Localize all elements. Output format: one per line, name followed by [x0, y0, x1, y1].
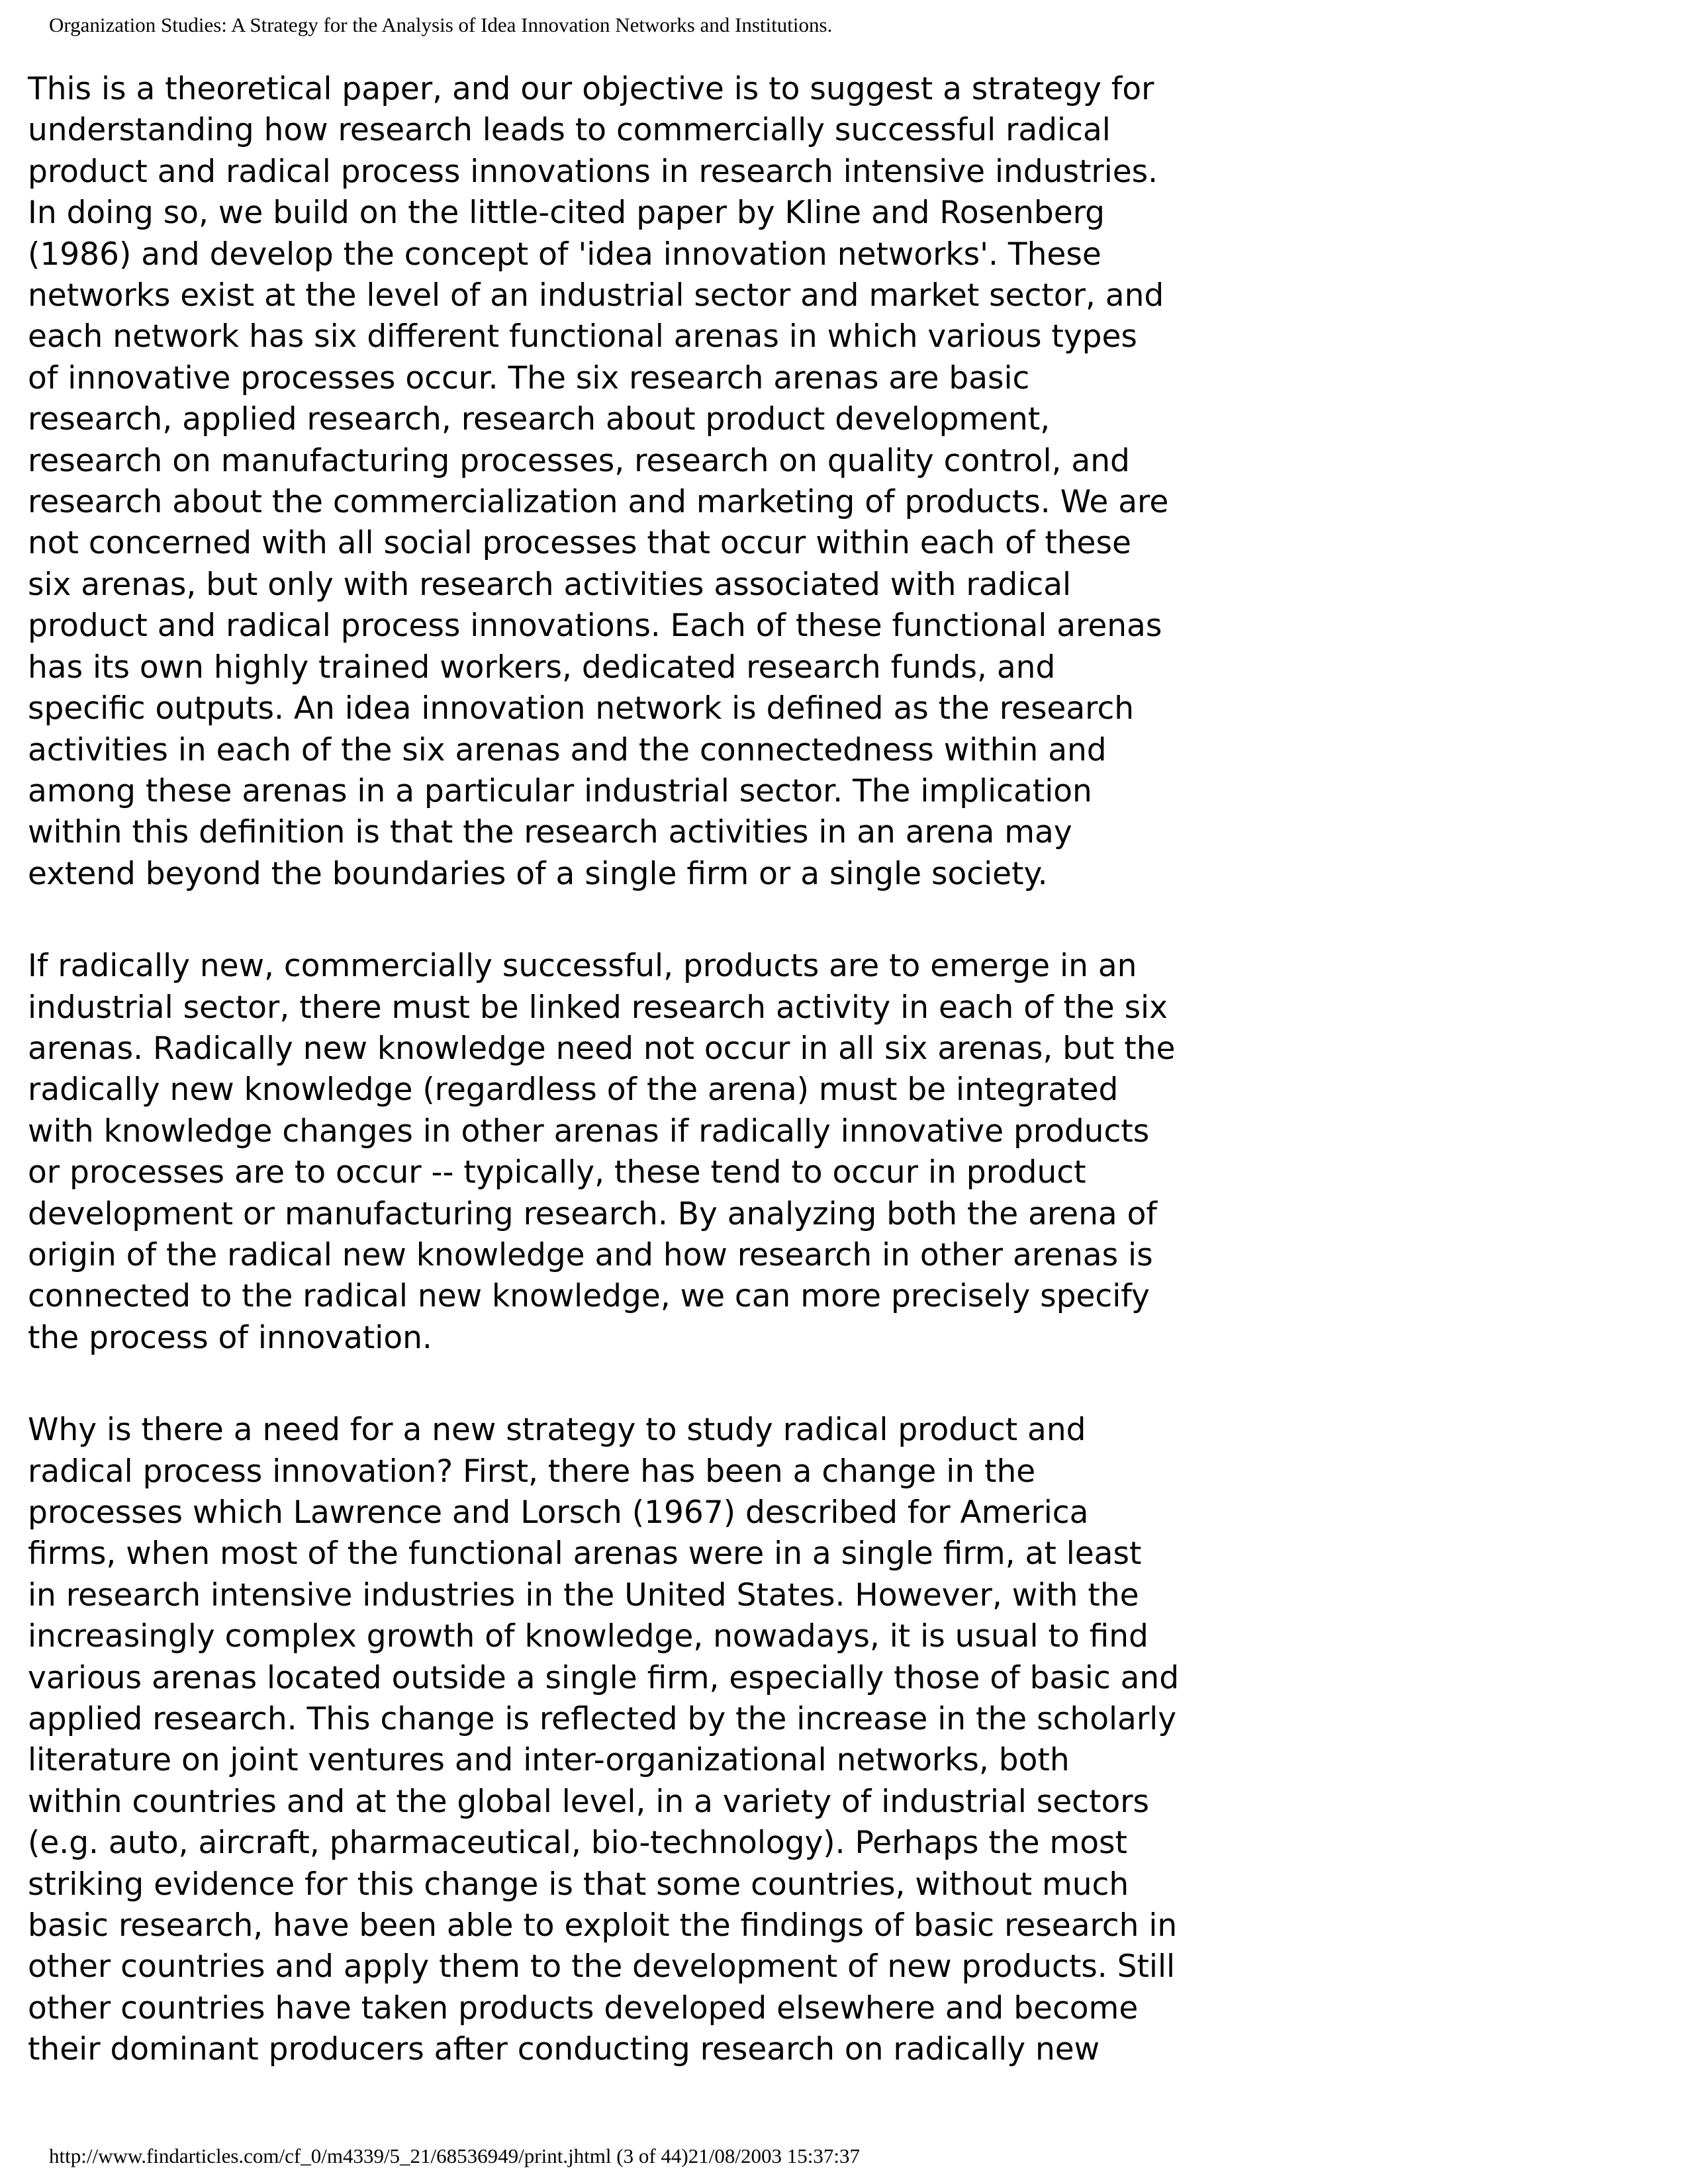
- text-line: applied research. This change is reflected by the increase in the scholarly: [28, 1701, 1177, 1738]
- text-line: increasingly complex growth of knowledge, nowadays, it is usual to find: [28, 1618, 1149, 1655]
- text-line: not concerned with all social processes that occur within each of these: [28, 525, 1131, 562]
- text-line: industrial sector, there must be linked research activity in each of the six: [28, 989, 1168, 1026]
- text-line: networks exist at the level of an industrial sector and market sector, and: [28, 277, 1164, 314]
- text-line: with knowledge changes in other arenas if radically innovative products: [28, 1113, 1150, 1150]
- page-footer-url: http://www.findarticles.com/cf_0/m4339/5_21/68536949/print.jhtml (3 of 44)21/08/2003 15:37:37: [49, 2144, 860, 2167]
- text-line: radically new knowledge (regardless of the arena) must be integrated: [28, 1071, 1119, 1109]
- text-line: (1986) and develop the concept of 'idea innovation networks'. These: [28, 236, 1102, 273]
- text-line: research on manufacturing processes, research on quality control, and: [28, 442, 1130, 479]
- article-body: [28, 69, 1325, 2071]
- text-line: their dominant producers after conducting research on radically new: [28, 2031, 1100, 2068]
- text-line: activities in each of the six arenas and the connectedness within and: [28, 731, 1107, 768]
- text-line: Why is there a need for a new strategy to study radical product and: [28, 1412, 1086, 1449]
- text-line: specific outputs. An idea innovation network is defined as the research: [28, 690, 1135, 727]
- text-line: firms, when most of the functional arenas were in a single firm, at least: [28, 1535, 1142, 1572]
- text-line: development or manufacturing research. By analyzing both the arena of: [28, 1195, 1157, 1232]
- text-line: connected to the radical new knowledge, we can more precisely specify: [28, 1278, 1150, 1315]
- text-line: processes which Lawrence and Lorsch (1967) described for America: [28, 1494, 1089, 1531]
- text-line: or processes are to occur -- typically, these tend to occur in product: [28, 1154, 1086, 1191]
- text-line: This is a theoretical paper, and our objective is to suggest a strategy for: [28, 71, 1154, 107]
- text-line: research, applied research, research about product development,: [28, 401, 1051, 438]
- page-header-title: Organization Studies: A Strategy for the Analysis of Idea Innovation Networks and Institutions.: [49, 13, 833, 36]
- paragraph-3: [28, 1410, 1325, 2071]
- text-line: literature on joint ventures and inter-organizational networks, both: [28, 1742, 1070, 1779]
- text-line: basic research, have been able to exploit the findings of basic research in: [28, 1907, 1178, 1944]
- text-line: each network has six different functional arenas in which various types: [28, 318, 1137, 355]
- text-line: among these arenas in a particular industrial sector. The implication: [28, 772, 1092, 809]
- text-line: in research intensive industries in the United States. However, with the: [28, 1576, 1139, 1614]
- text-line: has its own highly trained workers, dedicated research funds, and: [28, 649, 1056, 686]
- text-line: the process of innovation.: [28, 1319, 432, 1356]
- text-line: product and radical process innovations. Each of these functional arenas: [28, 608, 1162, 645]
- text-line: within this definition is that the research activities in an arena may: [28, 814, 1072, 851]
- paragraph-2: [28, 946, 1325, 1359]
- text-line: striking evidence for this change is that some countries, without much: [28, 1866, 1129, 1903]
- text-line: (e.g. auto, aircraft, pharmaceutical, bio-technology). Perhaps the most: [28, 1825, 1127, 1862]
- text-line: of innovative processes occur. The six research arenas are basic: [28, 359, 1030, 396]
- text-line: understanding how research leads to commercially successful radical: [28, 112, 1111, 149]
- text-line: product and radical process innovations in research intensive industries.: [28, 153, 1158, 190]
- text-line: extend beyond the boundaries of a single firm or a single society.: [28, 855, 1048, 892]
- paragraph-1: [28, 69, 1325, 895]
- text-line: other countries have taken products developed elsewhere and become: [28, 1989, 1139, 2026]
- text-line: radical process innovation? First, there has been a change in the: [28, 1453, 1036, 1490]
- text-line: If radically new, commercially successful, products are to emerge in an: [28, 948, 1137, 985]
- text-line: research about the commercialization and marketing of products. We are: [28, 484, 1169, 521]
- text-line: other countries and apply them to the development of new products. Still: [28, 1948, 1176, 1985]
- text-line: within countries and at the global level, in a variety of industrial sectors: [28, 1783, 1150, 1820]
- text-line: In doing so, we build on the little-cited paper by Kline and Rosenberg: [28, 195, 1105, 232]
- text-line: arenas. Radically new knowledge need not occur in all six arenas, but the: [28, 1030, 1176, 1067]
- text-line: origin of the radical new knowledge and how research in other arenas is: [28, 1236, 1153, 1273]
- text-line: six arenas, but only with research activities associated with radical: [28, 566, 1072, 603]
- text-line: various arenas located outside a single firm, especially those of basic and: [28, 1659, 1180, 1696]
